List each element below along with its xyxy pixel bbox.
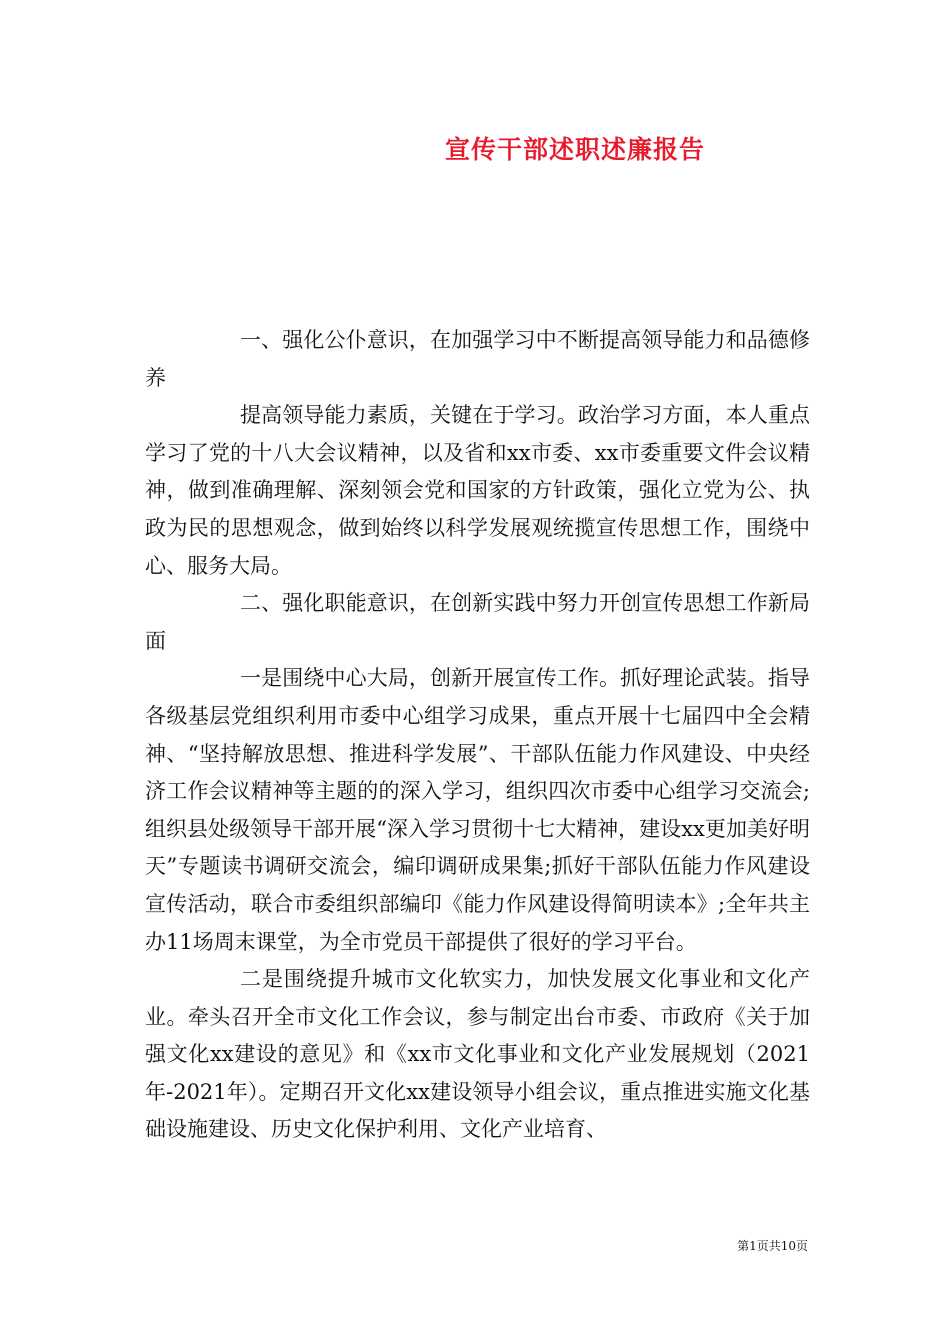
document-title: 宣传干部述职述廉报告	[444, 135, 705, 164]
paragraph: 一是围绕中心大局，创新开展宣传工作。抓好理论武装。指导各级基层党组织利用市委中心组学习成果，重点开展十七届四中全会精神、“坚持解放思想、推进科学发展”、干部队伍能力作风建设、中央经济工作会议精神等主题的的深入学习，组织四次市委中心组学习交流会;组织县处级领导干部开展“深入学习贯彻十七大精神，建设xx更加美好明天”专题读书调研交流会，编印调研成果集;抓好干部队伍能力作风建设宣传活动，联合市委组织部编印《能力作风建设得简明读本》;全年共主办11场周末课堂，为全市党员干部提供了很好的学习平台。	[145, 666, 810, 954]
paragraph: 二是围绕提升城市文化软实力，加快发展文化事业和文化产业。牵头召开全市文化工作会议，参与制定出台市委、市政府《关于加强文化xx建设的意见》和《xx市文化事业和文化产业发展规划（2021年-2021年）。定期召开文化xx建设领导小组会议，重点推进实施文化基础设施建设、历史文化保护利用、文化产业培育、	[145, 967, 810, 1142]
document-body	[145, 322, 810, 1149]
paragraph: 提高领导能力素质，关键在于学习。政治学习方面，本人重点学习了党的十八大会议精神，以及省和xx市委、xx市委重要文件会议精神，做到准确理解、深刻领会党和国家的方针政策，强化立党为公、执政为民的思想观念，做到始终以科学发展观统揽宣传思想工作，围绕中心、服务大局。	[145, 403, 810, 578]
page-number-footer: 第1页共10页	[737, 1239, 808, 1253]
section-heading-1: 一、强化公仆意识，在加强学习中不断提高领导能力和品德修养	[145, 328, 810, 390]
section-heading-2: 二、强化职能意识，在创新实践中努力开创宣传思想工作新局面	[145, 591, 810, 653]
